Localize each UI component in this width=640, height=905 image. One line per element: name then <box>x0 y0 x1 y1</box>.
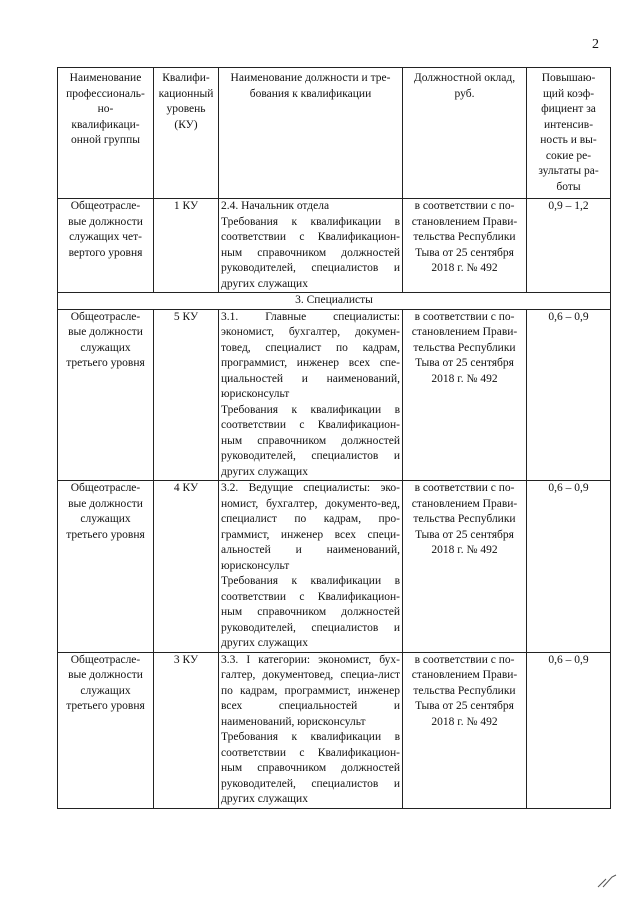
position-title: 3.1. Главные специалисты: экономист, бухгалтер, докумен-товед, специалист по кадрам, программист, инженер всех спе-циальностей и наименований, юрисконсульт <box>221 310 400 400</box>
salary-cell: в соответствии с по- становлением Прави- тельства Республики Тыва от 25 сентября 2018 г. № 492 <box>403 309 527 481</box>
coefficient-cell: 0,9 – 1,2 <box>527 199 611 293</box>
pen-mark <box>596 873 618 889</box>
coefficient-cell: 0,6 – 0,9 <box>527 652 611 808</box>
level-cell: 5 КУ <box>154 309 219 481</box>
group-cell: Общеотрасле- вые должности служащих третьего уровня <box>58 481 154 653</box>
salary-cell: в соответствии с по- становлением Прави- тельства Республики Тыва от 25 сентября 2018 г. № 492 <box>403 652 527 808</box>
qualification-table <box>57 67 611 809</box>
table-row <box>58 481 611 653</box>
position-cell <box>219 652 403 808</box>
page-number: 2 <box>592 37 599 52</box>
position-requirements: Требования к квалификации в соответствии с Квалификацион-ным справочником должностей руководителей, специалистов и других служащих <box>221 215 400 290</box>
table-row <box>58 652 611 808</box>
level-cell: 3 КУ <box>154 652 219 808</box>
position-requirements: Требования к квалификации в соответствии с Квалификацион-ным справочником должностей руководителей, специалистов и других служащих <box>221 575 400 649</box>
position-title: 3.3. I категории: экономист, бух-галтер, документовед, специа-лист по кадрам, программист, инженер всех специальностей и наименований, юрисконсульт <box>221 653 400 728</box>
table-row <box>58 309 611 481</box>
section-title: 3. Специалисты <box>58 293 611 310</box>
level-cell: 4 КУ <box>154 481 219 653</box>
group-cell: Общеотрасле- вые должности служащих третьего уровня <box>58 652 154 808</box>
group-cell: Общеотрасле- вые должности служащих чет- вертого уровня <box>58 199 154 293</box>
position-title: 2.4. Начальник отдела <box>221 200 330 212</box>
coefficient-cell: 0,6 – 0,9 <box>527 309 611 481</box>
coefficient-cell: 0,6 – 0,9 <box>527 481 611 653</box>
salary-cell: в соответствии с по- становлением Прави- тельства Республики Тыва от 25 сентября 2018 г. № 492 <box>403 199 527 293</box>
position-requirements: Требования к квалификации в соответствии с Квалификацион-ным справочником должностей руководителей, специалистов и других служащих <box>221 731 400 805</box>
section-heading-row <box>58 293 611 310</box>
position-cell <box>219 481 403 653</box>
header-group: Наименование профессиональ- но- квалификаци- онной группы <box>58 68 154 199</box>
header-position: Наименование должности и тре- бования к квалификации <box>219 68 403 199</box>
header-level: Квалифи- кационный уровень (КУ) <box>154 68 219 199</box>
position-title: 3.2. Ведущие специалисты: эко-номист, бухгалтер, документо-вед, специалист по кадрам, про-граммист, инженер всех специ-альностей и наименований, юрисконсульт <box>221 482 400 572</box>
position-requirements: Требования к квалификации в соответствии с Квалификацион-ным справочником должностей руководителей, специалистов и других служащих <box>221 403 400 478</box>
group-cell: Общеотрасле- вые должности служащих третьего уровня <box>58 309 154 481</box>
table-header-row <box>58 68 611 199</box>
header-coefficient: Повышаю- щий коэф- фициент за интенсив- ность и вы- сокие ре- зультаты ра- боты <box>527 68 611 199</box>
salary-cell: в соответствии с по- становлением Прави- тельства Республики Тыва от 25 сентября 2018 г. № 492 <box>403 481 527 653</box>
position-cell <box>219 199 403 293</box>
header-salary: Должностной оклад, руб. <box>403 68 527 199</box>
table-row <box>58 199 611 293</box>
level-cell: 1 КУ <box>154 199 219 293</box>
position-cell <box>219 309 403 481</box>
